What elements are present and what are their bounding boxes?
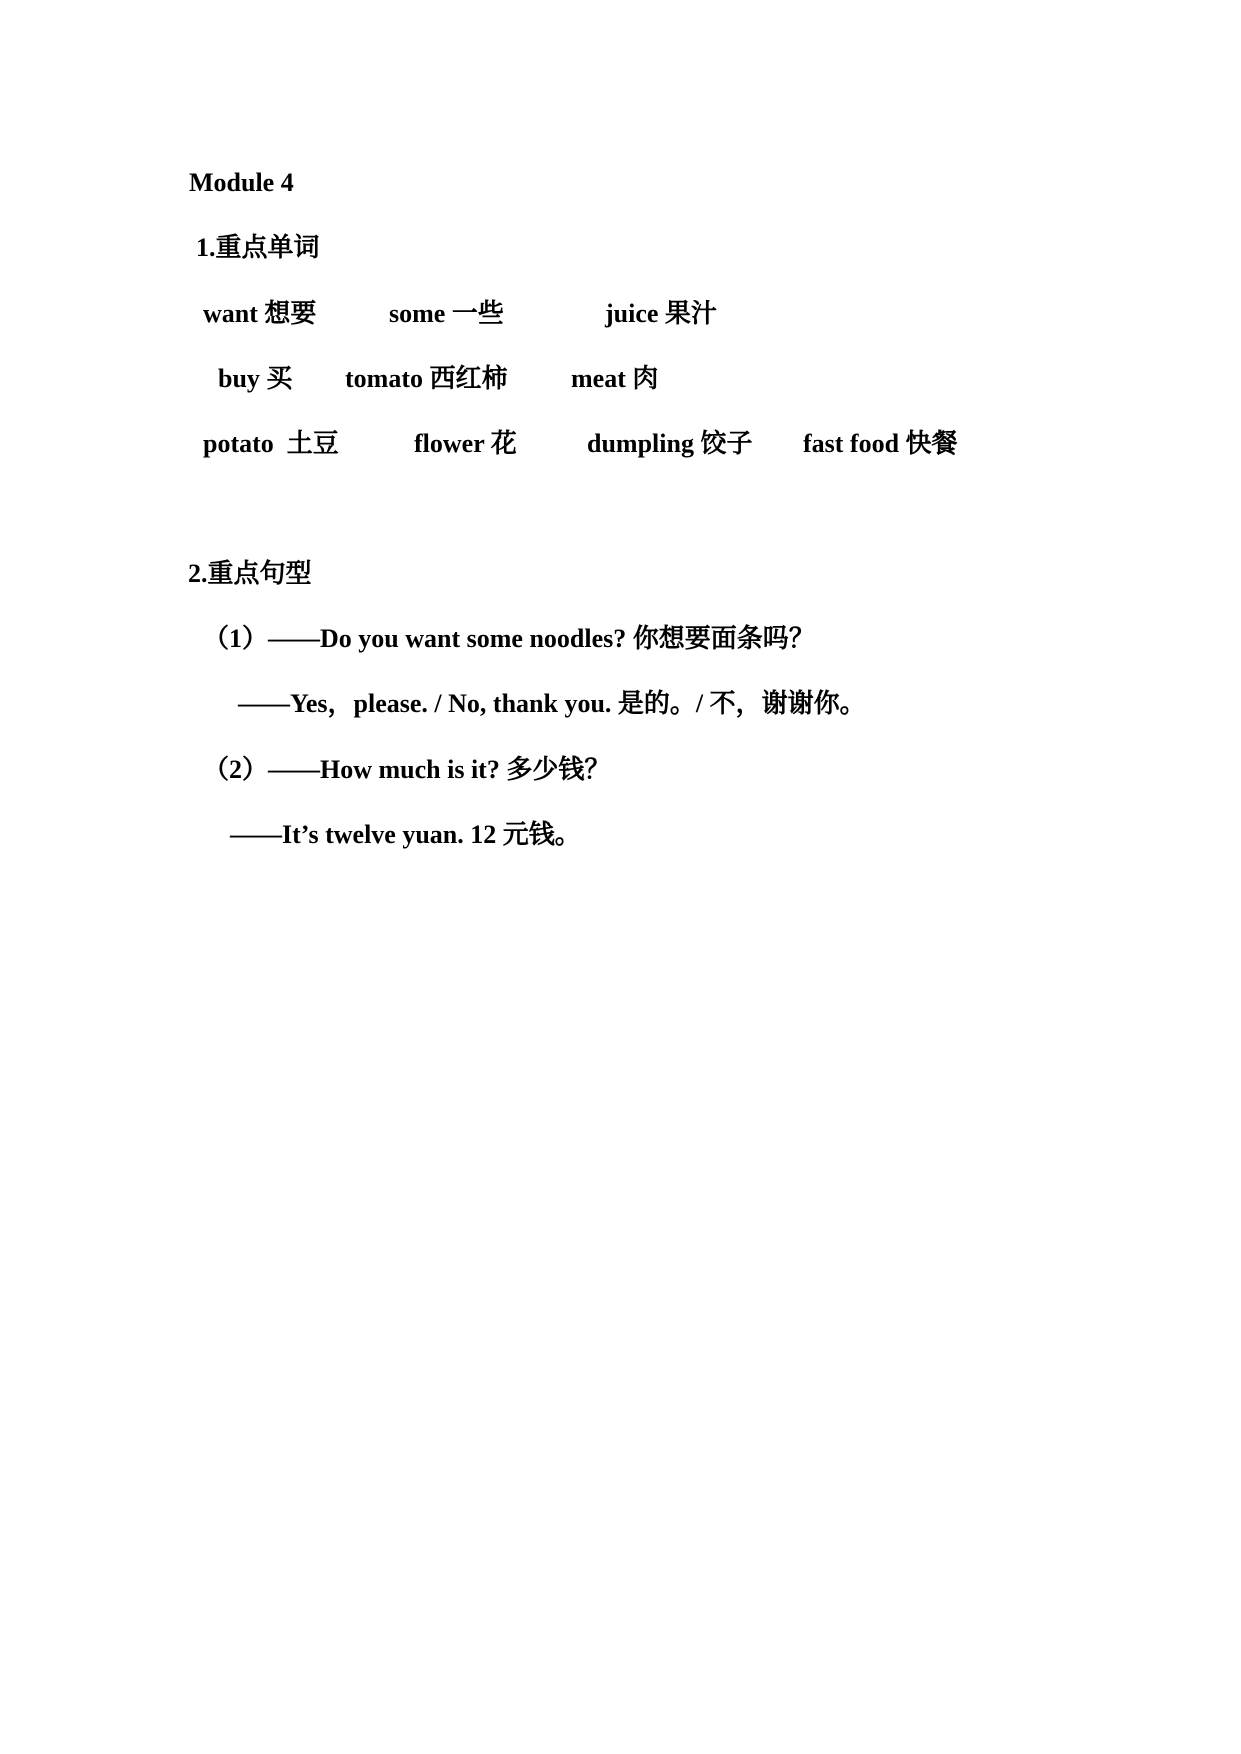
vocab-item: tomato 西红柿 [345, 364, 508, 393]
vocab-item: buy 买 [218, 364, 293, 393]
vocab-item: flower 花 [414, 429, 517, 458]
section-heading-vocabulary: 1.重点单词 [196, 233, 320, 262]
page-title: Module 4 [189, 168, 294, 197]
vocab-item: dumpling 饺子 [587, 429, 753, 458]
vocab-item: want 想要 [203, 299, 317, 328]
vocab-item: juice 果汁 [605, 299, 717, 328]
sentence-line: （1）——Do you want some noodles? 你想要面条吗？ [203, 624, 815, 653]
sentence-line: （2）——How much is it? 多少钱？ [203, 755, 611, 784]
vocab-item: fast food 快餐 [803, 429, 958, 458]
vocab-item: meat 肉 [571, 364, 659, 393]
section-heading-sentences: 2.重点句型 [188, 559, 312, 588]
vocab-item: some 一些 [389, 299, 504, 328]
sentence-line: ——It’s twelve yuan. 12 元钱。 [230, 820, 581, 849]
sentence-line: ——Yes，please. / No, thank you. 是的。/ 不，谢谢你。 [238, 689, 866, 718]
vocab-item: potato 土豆 [203, 429, 339, 458]
